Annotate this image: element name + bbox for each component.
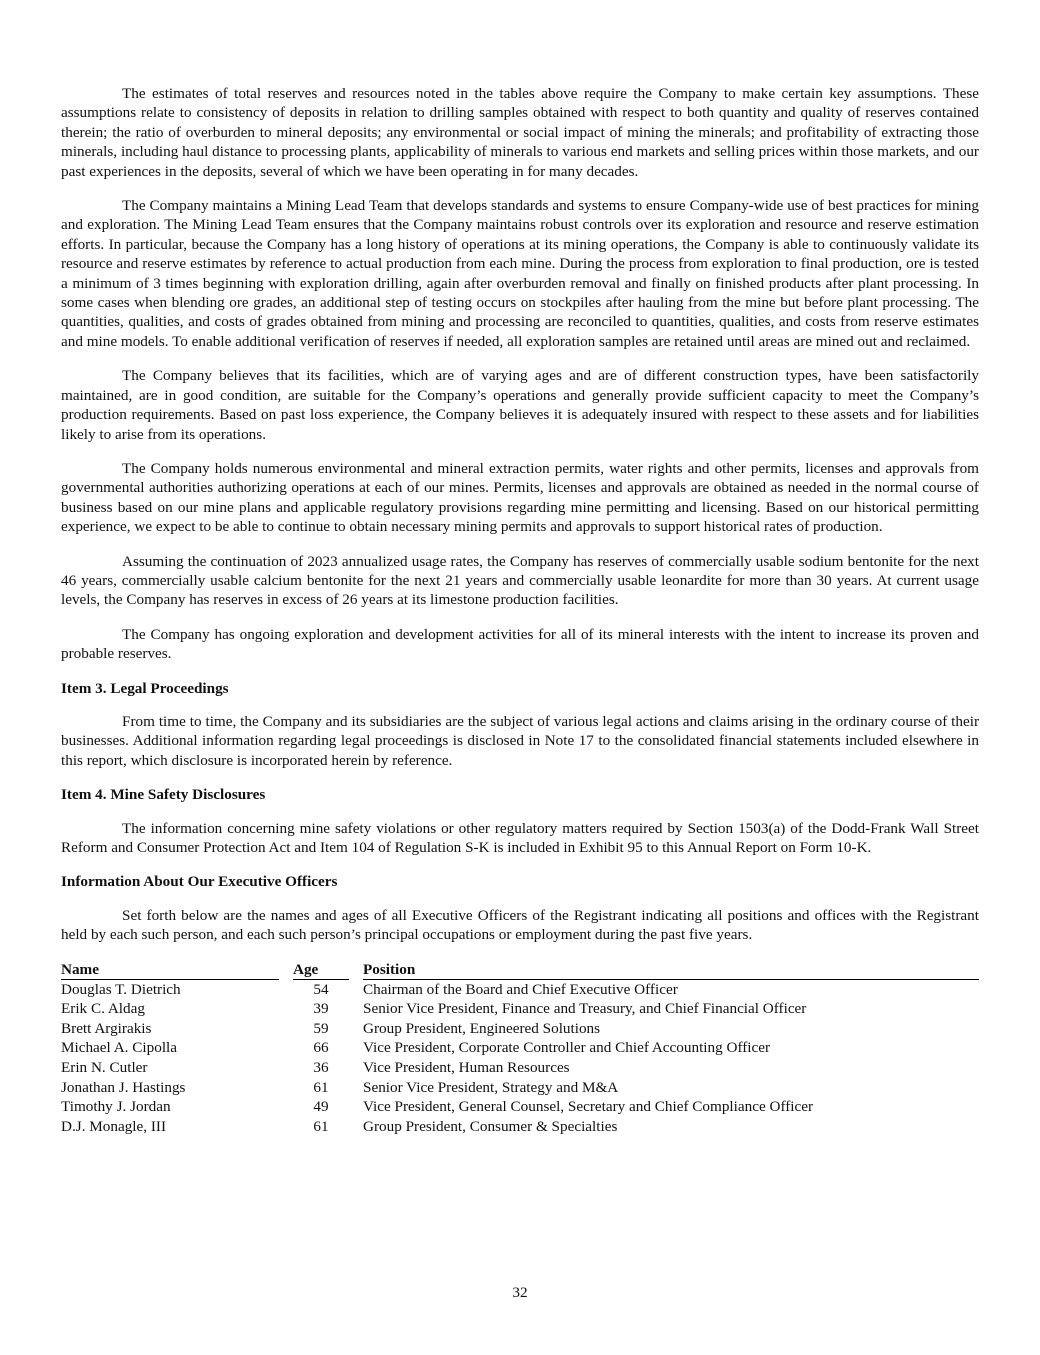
officer-name: Erik C. Aldag bbox=[61, 1000, 145, 1018]
executive-officers-text: Set forth below are the names and ages of all Executive Officers of the Registrant indicating all positions and offices with the Registrant held by each such person, and each such person’s principal occupations or employment during the past five years. bbox=[61, 906, 979, 944]
paragraph-usage-rates: Assuming the continuation of 2023 annualized usage rates, the Company has reserves of commercially usable sodium bentonite for the next 46 years, commercially usable calcium bentonite for the next 21 years and commercially usable leonardite for more than 30 years. At current usage levels, the Company has reserves in excess of 26 years at its limestone production facilities. bbox=[61, 552, 979, 609]
officer-age: 66 bbox=[313, 1039, 329, 1057]
officer-age: 61 bbox=[313, 1078, 329, 1096]
paragraph-permits: The Company holds numerous environmental and mineral extraction permits, water rights and other permits, licenses and approvals from governmental authorities authorizing operations at each of our mines. Permits, licenses and approvals are obtained as needed in the normal course of business based on our mine plans and applicable regulatory provisions regarding mine permitting and licensing. Based on our historical permitting experience, we expect to be able to continue to obtain necessary mining permits and approvals to support historical rates of production. bbox=[61, 459, 979, 536]
table-row bbox=[61, 1097, 979, 1117]
executive-officers-table bbox=[61, 960, 979, 1137]
officer-position: Chairman of the Board and Chief Executive Officer bbox=[363, 980, 678, 998]
paragraph-reserve-assumptions: The estimates of total reserves and resources noted in the tables above require the Company to make certain key assumptions. These assumptions relate to consistency of deposits in relation to drilling samples obtained with respect to both quantity and quality of reserves contained therein; the ratio of overburden to mineral deposits; any environmental or social impact of mining the minerals; and profitability of extracting those minerals, including haul distance to processing plants, applicability of minerals to various end markets and selling prices within those markets, and our past experiences in the deposits, several of which we have been operating in for many decades. bbox=[61, 85, 979, 180]
column-header-position: Position bbox=[363, 960, 979, 980]
officer-name: Brett Argirakis bbox=[61, 1019, 152, 1037]
officer-name: Douglas T. Dietrich bbox=[61, 980, 181, 998]
document-page bbox=[61, 84, 979, 1136]
paragraph-mining-lead-team: The Company maintains a Mining Lead Team that develops standards and systems to ensure Company-wide use of best practices for mining and exploration. The Mining Lead Team ensures that the Company maintains robust controls over its exploration and resource and reserve estimation efforts. In particular, because the Company has a long history of operations at its mining operations, the Company is able to continuously validate its resource and reserve estimates by reference to actual production from each mine. During the process from exploration to final production, ore is tested a minimum of 3 times beginning with exploration drilling, again after overburden removal and finally on finished products after plant processing. In some cases when blending ore grades, an additional step of testing occurs on stockpiles after hauling from the mine but before plant processing. The quantities, qualities, and costs of grades obtained from mining and processing are reconciled to quantities, qualities, and costs from reserve estimates and mine models. To enable additional verification of reserves if needed, all exploration samples are retained until areas are mined out and reclaimed. bbox=[61, 197, 979, 350]
officer-position: Vice President, Human Resources bbox=[363, 1059, 570, 1076]
table-row bbox=[61, 1038, 979, 1058]
officer-name: Michael A. Cipolla bbox=[61, 1039, 177, 1057]
table-row bbox=[61, 999, 979, 1019]
officer-name: Timothy J. Jordan bbox=[61, 1098, 171, 1116]
officer-position: Vice President, Corporate Controller and Chief Accounting Officer bbox=[363, 1039, 771, 1057]
officer-name: Jonathan J. Hastings bbox=[61, 1078, 186, 1096]
officer-position: Vice President, General Counsel, Secretary and Chief Compliance Officer bbox=[363, 1098, 814, 1116]
officer-position: Group President, Engineered Solutions bbox=[363, 1019, 601, 1037]
officer-name: Erin N. Cutler bbox=[61, 1059, 148, 1076]
paragraph-facilities: The Company believes that its facilities, which are of varying ages and are of different construction types, have been satisfactorily maintained, are in good condition, are suitable for the Company’s operations and generally provide sufficient capacity to meet the Company’s production requirements. Based on past loss experience, the Company believes it is adequately insured with respect to these assets and for liabilities likely to arise from its operations. bbox=[61, 367, 979, 443]
table-header-row bbox=[61, 960, 979, 980]
column-header-age: Age bbox=[293, 960, 349, 980]
officer-age: 39 bbox=[313, 1000, 329, 1018]
item3-heading: Item 3. Legal Proceedings bbox=[61, 679, 229, 697]
table-row bbox=[61, 1078, 979, 1098]
officer-age: 61 bbox=[313, 1117, 329, 1135]
table-row bbox=[61, 979, 979, 999]
table-row bbox=[61, 1117, 979, 1137]
officer-position: Group President, Consumer & Specialties bbox=[363, 1117, 618, 1135]
column-header-name: Name bbox=[61, 960, 279, 980]
officer-position: Senior Vice President, Strategy and M&A bbox=[363, 1078, 619, 1096]
officer-age: 59 bbox=[313, 1019, 329, 1037]
item3-text: From time to time, the Company and its subsidiaries are the subject of various legal actions and claims arising in the ordinary course of their businesses. Additional information regarding legal proceedings is disclosed in Note 17 to the consolidated financial statements included elsewhere in this report, which disclosure is incorporated herein by reference. bbox=[61, 712, 979, 769]
page-number: 32 bbox=[512, 1284, 528, 1301]
table-row bbox=[61, 1019, 979, 1039]
paragraph-exploration: The Company has ongoing exploration and development activities for all of its mineral interests with the intent to increase its proven and probable reserves. bbox=[61, 625, 979, 663]
item4-text: The information concerning mine safety violations or other regulatory matters required by Section 1503(a) of the Dodd-Frank Wall Street Reform and Consumer Protection Act and Item 104 of Regulation S-K is included in Exhibit 95 to this Annual Report on Form 10-K. bbox=[61, 819, 979, 856]
officer-age: 54 bbox=[313, 980, 329, 998]
table-row bbox=[61, 1058, 979, 1078]
officer-name: D.J. Monagle, III bbox=[61, 1117, 167, 1135]
officer-position: Senior Vice President, Finance and Treasury, and Chief Financial Officer bbox=[363, 1000, 807, 1018]
executive-officers-heading: Information About Our Executive Officers bbox=[61, 873, 338, 891]
officer-age: 49 bbox=[313, 1098, 329, 1116]
officer-age: 36 bbox=[313, 1059, 329, 1076]
item4-heading: Item 4. Mine Safety Disclosures bbox=[61, 786, 266, 804]
